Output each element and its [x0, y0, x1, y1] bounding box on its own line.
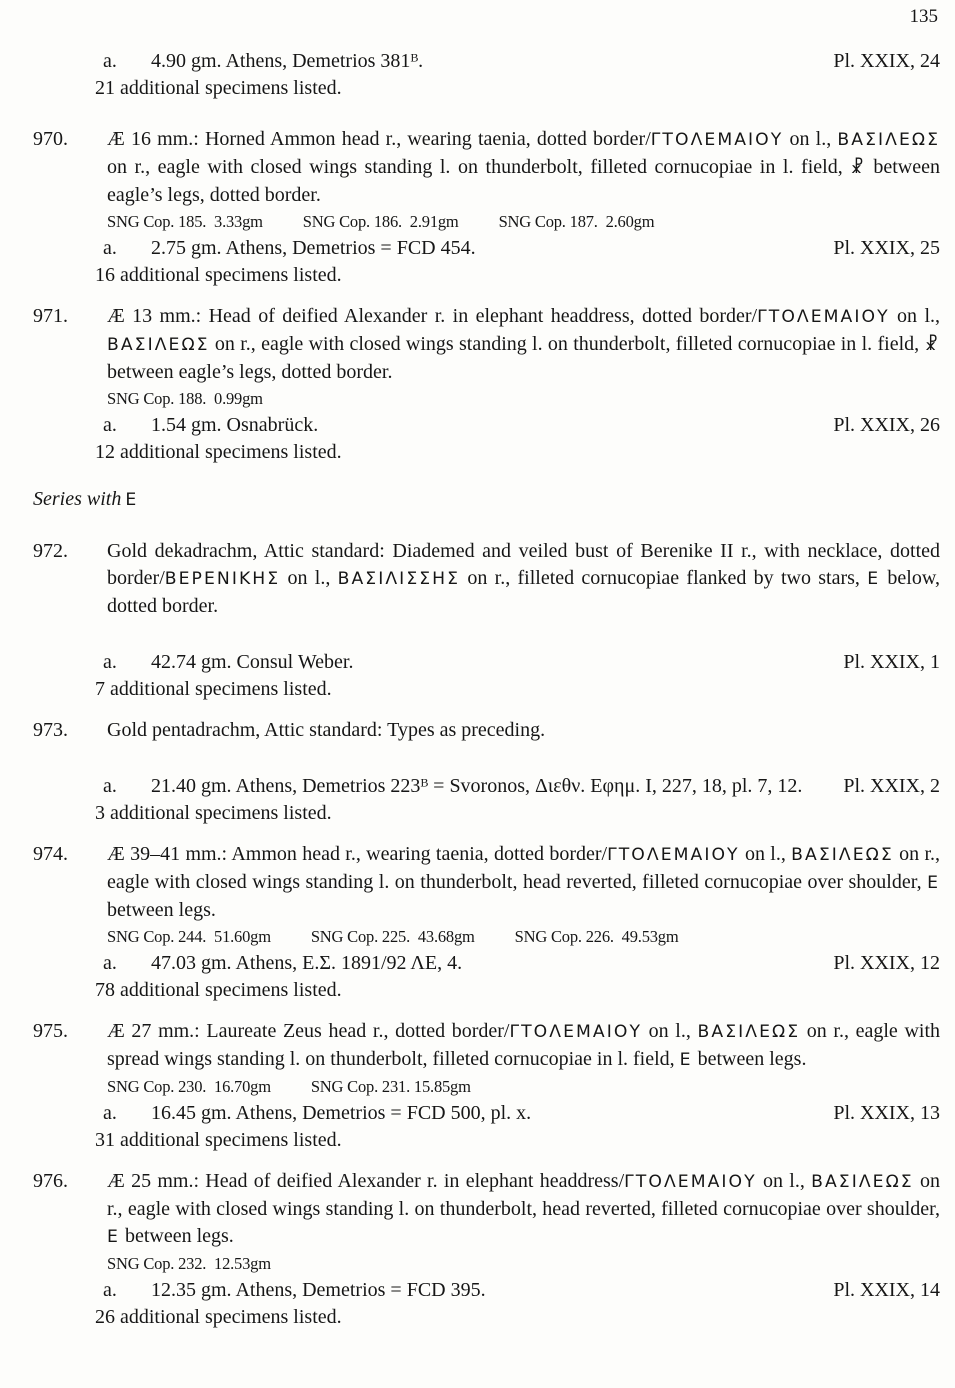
coin-description: Gold dekadrachm, Attic standard: Diademed and veiled bust of Berenike II r., with necklace, dotted border/ΒΕΡΕΝΙΚΗΣ on l., ΒΑΣΙΛΙΣΣΗΣ on r., filleted cornucopiae flanked by two stars, Ε below, dotted border. — [107, 540, 941, 617]
specimen-detail: 47.03 gm. Athens, Ε.Σ. 1891/92 ΛΕ, 4. — [151, 952, 463, 974]
plate-reference: Pl. XXIX, 12 — [833, 952, 940, 974]
catalog-entry — [33, 538, 940, 703]
section-heading-text: Series with — [33, 488, 122, 510]
catalog-entry — [33, 126, 940, 289]
specimen-text — [103, 649, 940, 676]
specimen-line — [103, 950, 940, 977]
sng-ref: SNG Cop. 187. 2.60gm — [498, 212, 655, 231]
specimen-detail: 12.35 gm. Athens, Demetrios = FCD 395. — [151, 1279, 486, 1301]
catalog-entry — [33, 303, 940, 466]
specimen-text — [103, 235, 940, 262]
specimen-detail: 42.74 gm. Consul Weber. — [151, 651, 354, 673]
additional-specimens: 26 additional specimens listed. — [95, 1306, 342, 1328]
specimen-text — [103, 773, 853, 800]
specimen-text — [103, 1100, 940, 1127]
plate-reference: Pl. XXIX, 1 — [843, 651, 940, 673]
specimen-label: a. — [103, 775, 117, 797]
specimen-text — [103, 1277, 940, 1304]
sng-ref: SNG Cop. 185. 3.33gm — [107, 212, 263, 231]
sng-ref: SNG Cop. 231. 15.85gm — [310, 1077, 471, 1096]
coin-description: Æ 25 mm.: Head of deified Alexander r. in elephant headdress/ΓΤΟΛΕΜΑΙΟΥ on l., ΒΑΣΙΛΕΩΣ on r., eagle with closed wings standing l. on thunderbolt, head reverted, filleted cornucopiae over shoulder, Ε between legs. — [107, 1170, 941, 1247]
continuation-entry — [95, 48, 940, 102]
sng-ref: SNG Cop. 232. 12.53gm — [107, 1254, 271, 1273]
specimen-line — [103, 412, 940, 439]
specimen-detail: 21.40 gm. Athens, Demetrios 223ᴮ = Svoronos, Διεθν. Εφημ. I, 227, 18, pl. 7, 12. — [151, 775, 803, 797]
specimen-detail: 16.45 gm. Athens, Demetrios = FCD 500, pl. x. — [151, 1102, 532, 1124]
specimen-detail: 4.90 gm. Athens, Demetrios 381ᴮ. — [151, 50, 424, 72]
additional-specimens: 21 additional specimens listed. — [95, 77, 342, 99]
sng-references — [107, 387, 940, 410]
entry-number: 974. — [33, 843, 68, 865]
coin-description: Æ 27 mm.: Laureate Zeus head r., dotted border/ΓΤΟΛΕΜΑΙΟΥ on l., ΒΑΣΙΛΕΩΣ on r., eagle with spread wings standing l. on thunderbolt, filleted cornucopiae in l. field, Ε between legs. — [107, 1020, 940, 1070]
additional-specimens: 31 additional specimens listed. — [95, 1129, 342, 1151]
specimen-label: a. — [103, 50, 117, 72]
coin-description: Æ 13 mm.: Head of deified Alexander r. in elephant headdress, dotted border/ΓΤΟΛΕΜΑΙΟΥ on l., ΒΑΣΙΛΕΩΣ on r., eagle with closed wings standing l. on thunderbolt, filleted cornucopiae in l. field, ☧ between eagle’s legs, dotted border. — [107, 305, 941, 383]
specimen-label: a. — [103, 952, 117, 974]
entry-number: 976. — [33, 1170, 68, 1192]
spacer — [107, 620, 940, 647]
specimen-text — [103, 48, 940, 75]
additional-specimens: 12 additional specimens listed. — [95, 441, 342, 463]
page-number: 135 — [909, 6, 938, 27]
specimen-line — [103, 1277, 940, 1304]
specimen-text — [103, 950, 940, 977]
sng-references — [107, 210, 940, 233]
sng-references — [107, 925, 940, 948]
section-heading — [33, 486, 940, 514]
additional-specimens: 7 additional specimens listed. — [95, 678, 332, 700]
specimen-detail: 1.54 gm. Osnabrück. — [151, 414, 319, 436]
entry-number: 972. — [33, 540, 68, 562]
sng-references — [107, 1075, 940, 1098]
plate-reference: Pl. XXIX, 2 — [843, 775, 940, 797]
specimen-line — [103, 773, 940, 800]
plate-reference: Pl. XXIX, 26 — [833, 414, 940, 436]
entry-number: 971. — [33, 305, 68, 327]
specimen-label: a. — [103, 1102, 117, 1124]
specimen-text — [103, 412, 940, 439]
specimen-detail: 2.75 gm. Athens, Demetrios = FCD 454. — [151, 237, 476, 259]
plate-reference: Pl. XXIX, 13 — [833, 1102, 940, 1124]
sng-ref: SNG Cop. 230. 16.70gm — [107, 1077, 271, 1096]
specimen-label: a. — [103, 414, 117, 436]
specimen-line — [103, 235, 940, 262]
specimen-line — [103, 48, 940, 75]
coin-description: Æ 39–41 mm.: Ammon head r., wearing taenia, dotted border/ΓΤΟΛΕΜΑΙΟΥ on l., ΒΑΣΙΛΕΩΣ on r., eagle with closed wings standing l. on thunderbolt, head reverted, filleted cornucopiae over shoulder, Ε between legs. — [107, 843, 940, 921]
sng-ref: SNG Cop. 225. 43.68gm — [310, 927, 475, 946]
additional-specimens: 16 additional specimens listed. — [95, 264, 342, 286]
catalog-entry — [33, 1018, 940, 1154]
specimen-line — [103, 1100, 940, 1127]
catalog-entry — [33, 1168, 940, 1331]
entry-number: 970. — [33, 128, 68, 150]
additional-specimens: 78 additional specimens listed. — [95, 979, 342, 1001]
plate-reference: Pl. XXIX, 24 — [833, 50, 940, 72]
series-letter: Ε — [125, 490, 139, 510]
plate-reference: Pl. XXIX, 14 — [833, 1279, 940, 1301]
plate-reference: Pl. XXIX, 25 — [833, 237, 940, 259]
sng-ref: SNG Cop. 186. 2.91gm — [302, 212, 459, 231]
entry-number: 973. — [33, 719, 68, 741]
entry-number: 975. — [33, 1020, 68, 1042]
specimen-label: a. — [103, 237, 117, 259]
catalog-entry — [33, 841, 940, 1004]
coin-description: Gold pentadrachm, Attic standard: Types as preceding. — [107, 719, 546, 741]
specimen-label: a. — [103, 651, 117, 673]
coin-description: Æ 16 mm.: Horned Ammon head r., wearing taenia, dotted border/ΓΤΟΛΕΜΑΙΟΥ on l., ΒΑΣΙΛΕΩΣ on r., eagle with closed wings standing l. on thunderbolt, filleted cornucopiae in l. field, ☧ between eagle’s legs, dotted border. — [107, 128, 941, 206]
sng-ref: SNG Cop. 188. 0.99gm — [107, 389, 263, 408]
spacer — [107, 744, 940, 771]
sng-ref: SNG Cop. 244. 51.60gm — [107, 927, 271, 946]
specimen-label: a. — [103, 1279, 117, 1301]
catalog-entry — [33, 717, 940, 827]
sng-references — [107, 1252, 940, 1275]
sng-ref: SNG Cop. 226. 49.53gm — [514, 927, 679, 946]
additional-specimens: 3 additional specimens listed. — [95, 802, 332, 824]
specimen-line — [103, 649, 940, 676]
